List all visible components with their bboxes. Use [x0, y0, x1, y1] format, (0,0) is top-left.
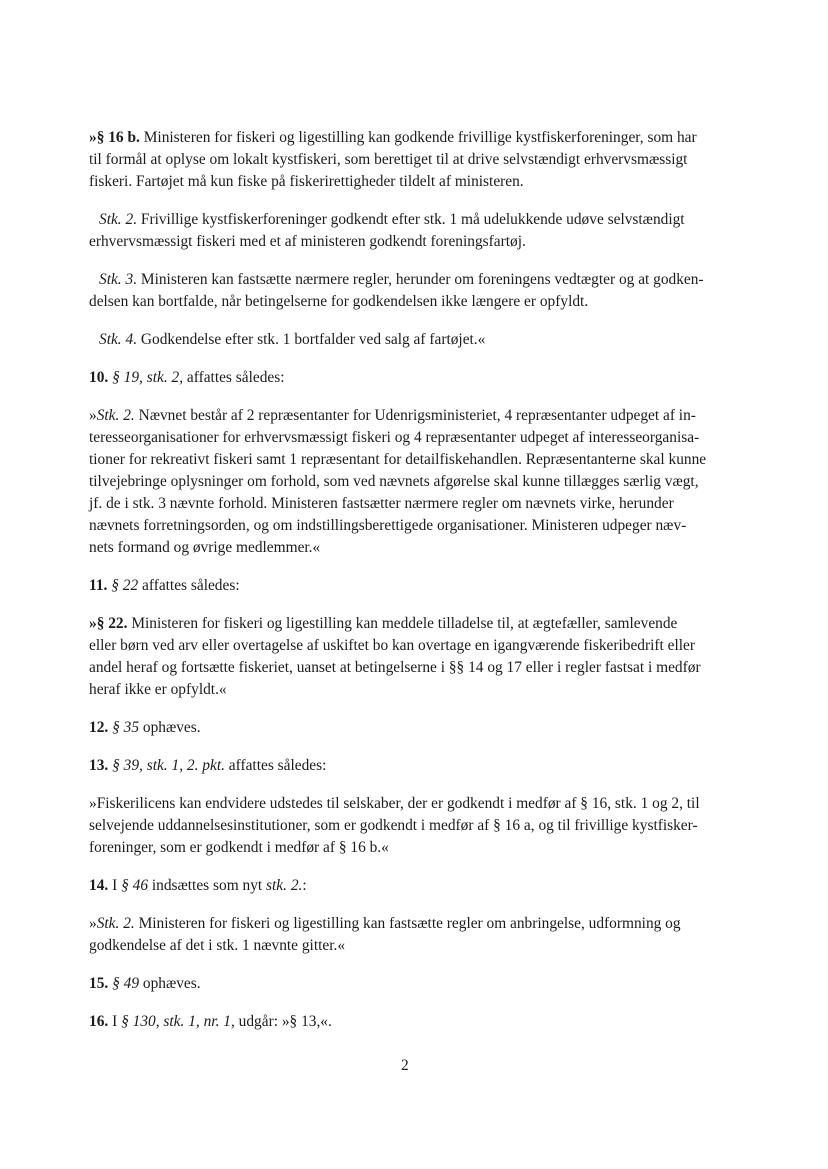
item-text: I	[108, 877, 122, 894]
quote-mark: »	[89, 915, 97, 932]
item-number: 12.	[89, 719, 109, 736]
paragraph-16b	[89, 127, 739, 193]
item-text: affattes således:	[138, 577, 240, 594]
text-line: jf. de i stk. 3 nævnte forhold. Ministeren fastsætter nærmere regler om nævnets virke, herunder	[89, 495, 674, 512]
amendment-item-15	[89, 973, 739, 995]
item-number: 10.	[89, 369, 109, 386]
text-line: andel heraf og fortsætte fiskeriet, uanset at betingelserne i §§ 14 og 17 eller i regler fastsat i medfør	[89, 659, 701, 676]
subsection-label: Stk. 2.	[96, 407, 135, 424]
text-line: fiskeri. Fartøjet må kun fiske på fiskerirettigheder tildelt af ministeren.	[89, 173, 524, 190]
quote-mark: »	[89, 407, 97, 424]
text-line: Godkendelse efter stk. 1 bortfalder ved salg af fartøjet.«	[137, 331, 486, 348]
text-line: nets formand og øvrige medlemmer.«	[89, 539, 321, 556]
text-line: tioner for rekreativt fiskeri samt 1 repræsentant for detailfiskehandlen. Repræsentanterne skal kunne	[89, 451, 707, 468]
amendment-body-10	[89, 405, 739, 559]
text-line: heraf ikke er opfyldt.«	[89, 681, 227, 698]
amendment-item-12	[89, 717, 739, 739]
text-line: eller børn ved arv eller overtagelse af uskiftet bo kan overtage en igangværende fiskeribedrift eller	[89, 637, 695, 654]
item-reference: § 19, stk. 2,	[108, 369, 184, 386]
item-number: 13.	[89, 757, 109, 774]
item-number: 15.	[89, 975, 109, 992]
text-line: selvejende uddannelsesinstitutioner, som er godkendt i medfør af § 16 a, og til frivillige kystfisker-	[89, 817, 698, 834]
item-reference: stk. 2.	[266, 877, 303, 894]
item-text: :	[302, 877, 307, 894]
subsection-label: Stk. 4.	[99, 331, 138, 348]
item-reference: § 130, stk. 1, nr. 1,	[121, 1013, 235, 1030]
text-line: foreninger, som er godkendt i medfør af § 16 b.«	[89, 839, 389, 856]
text-line: tilvejebringe oplysninger om forhold, som ved nævnets afgørelse skal kunne tillægges særlig vægt,	[89, 473, 699, 490]
amendment-item-13	[89, 755, 739, 777]
text-line: nævnets forretningsorden, og om indstillingsberettigede organisationer. Ministeren udpeger næv-	[89, 517, 687, 534]
amendment-item-11	[89, 575, 739, 597]
item-text: udgår: »§ 13,«.	[234, 1013, 332, 1030]
text-line: Nævnet består af 2 repræsentanter for Udenrigsministeriet, 4 repræsentanter udpeget af in-	[134, 407, 696, 424]
text-line: teresseorganisationer for erhvervsmæssigt fiskeri og 4 repræsentanter udpeget af interesseorganisa-	[89, 429, 700, 446]
item-reference: § 39, stk. 1, 2. pkt.	[108, 757, 225, 774]
subsection-stk2	[89, 209, 739, 253]
subsection-label: Stk. 2.	[96, 915, 135, 932]
item-number: 14.	[89, 877, 109, 894]
text-line: Ministeren for fiskeri og ligestilling kan godkende frivillige kystfiskerforeninger, som har	[139, 129, 697, 146]
item-reference: § 46	[121, 877, 149, 894]
amendment-body-13	[89, 793, 739, 859]
item-text: ophæves.	[139, 975, 201, 992]
text-line: Ministeren for fiskeri og ligestilling kan fastsætte regler om anbringelse, udformning og	[134, 915, 681, 932]
text-line: til formål at oplyse om lokalt kystfiskeri, som berettiget til at drive selvstændigt erhvervsmæssigt	[89, 151, 688, 168]
subsection-label: Stk. 3.	[99, 271, 138, 288]
item-text: indsættes som nyt	[148, 877, 267, 894]
item-reference: § 22	[107, 577, 139, 594]
item-text: ophæves.	[139, 719, 201, 736]
text-line: Ministeren for fiskeri og ligestilling kan meddele tilladelse til, at ægtefæller, samlevende	[127, 615, 678, 632]
text-line: erhvervsmæssigt fiskeri med et af ministeren godkendt foreningsfartøj.	[89, 233, 526, 250]
page-number: 2	[401, 1057, 409, 1074]
text-line: Frivillige kystfiskerforeninger godkendt efter stk. 1 må udelukkende udøve selvstændigt	[137, 211, 685, 228]
text-line: delsen kan bortfalde, når betingelserne for godkendelsen ikke længere er opfyldt.	[89, 293, 589, 310]
amendment-body-11	[89, 613, 739, 701]
amendment-item-14	[89, 875, 739, 897]
subsection-stk4	[89, 329, 739, 351]
amendment-item-10	[89, 367, 739, 389]
item-text: affattes således:	[224, 757, 327, 774]
text-line: Ministeren kan fastsætte nærmere regler, herunder om foreningens vedtægter og at godken-	[137, 271, 704, 288]
item-number: 11.	[89, 577, 108, 594]
amendment-item-16	[89, 1011, 739, 1033]
text-line: godkendelse af det i stk. 1 nævnte gitter.«	[89, 937, 346, 954]
subsection-label: Stk. 2.	[99, 211, 138, 228]
section-heading: »§ 22.	[89, 615, 128, 632]
item-reference: § 49	[108, 975, 140, 992]
item-text: affattes således:	[183, 369, 285, 386]
item-number: 16.	[89, 1013, 109, 1030]
item-reference: § 35	[108, 719, 140, 736]
subsection-stk3	[89, 269, 739, 313]
section-heading: »§ 16 b.	[89, 129, 140, 146]
document-body	[89, 127, 739, 1033]
amendment-body-14	[89, 913, 739, 957]
item-text: I	[108, 1013, 122, 1030]
text-line: »Fiskerilicens kan endvidere udstedes til selskaber, der er godkendt i medfør af § 16, stk. 1 og 2, til	[89, 795, 700, 812]
